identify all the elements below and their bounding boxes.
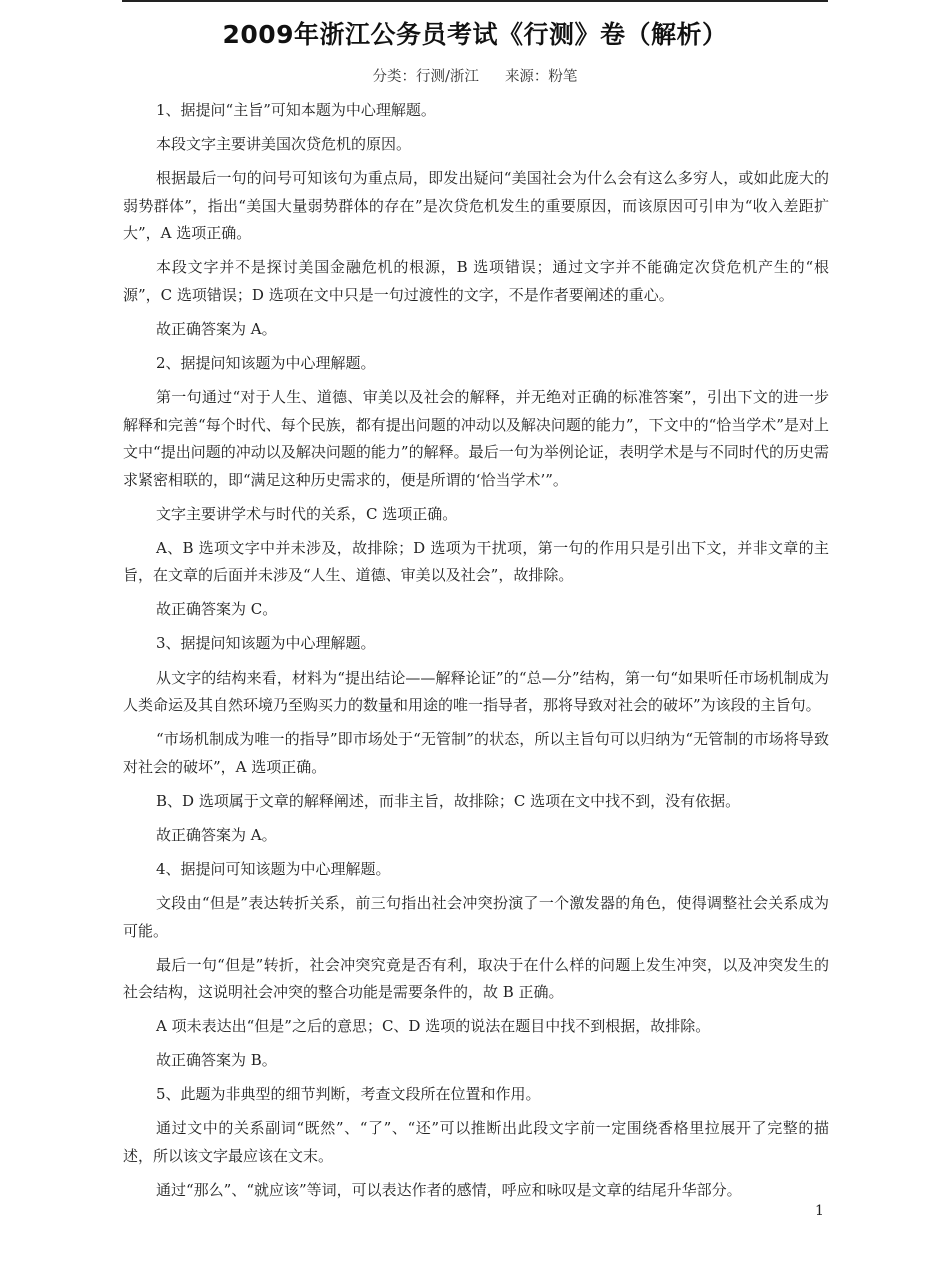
category-label: 分类：行测/浙江 — [372, 69, 479, 85]
paragraph: B、D 选项属于文章的解释阐述，而非主旨，故排除；C 选项在文中找不到，没有依据。 — [156, 791, 741, 810]
paragraph: 3、据提问知该题为中心理解题。 — [156, 634, 376, 653]
paragraph: “市场机制成为唯一的指导”即市场处于“无管制”的状态，所以主旨句可以归纳为“无管制的市场将导致对社会的破坏”，A 选项正确。 — [123, 730, 829, 776]
paragraph: 根据最后一句的问号可知该句为重点局，即发出疑问“美国社会为什么会有这么多穷人，或如此庞大的弱势群体”，指出“美国大量弱势群体的存在”是次贷危机发生的重要原因，而该原因可引申为“收入差距扩大”，A 选项正确。 — [123, 169, 829, 243]
paragraph: 4、据提问可知该题为中心理解题。 — [156, 859, 391, 878]
paragraph: 通过文中的关系副词“既然”、“了”、“还”可以推断出此段文字前一定围绕香格里拉展开了完整的描述，所以该文字最应该在文末。 — [123, 1119, 829, 1165]
paragraph: 从文字的结构来看，材料为“提出结论——解释论证”的“总—分”结构，第一句“如果听任市场机制成为人类命运及其自然环境乃至购买力的数量和用途的唯一指导者，那将导致对社会的破坏”为该段的主旨句。 — [123, 668, 829, 715]
document-meta — [122, 66, 828, 88]
paragraph: 2、据提问知该题为中心理解题。 — [156, 353, 376, 372]
paragraph: 本段文字并不是探讨美国金融危机的根源，B 选项错误；通过文字并不能确定次贷危机产生的“根源”，C 选项错误；D 选项在文中只是一句过渡性的文字，不是作者要阐述的重心。 — [123, 258, 829, 304]
paragraph: 故正确答案为 C。 — [156, 600, 278, 619]
paragraph: 1、据提问“主旨”可知本题为中心理解题。 — [156, 101, 436, 119]
paragraph: 故正确答案为 A。 — [156, 825, 277, 844]
paragraph: 第一句通过“对于人生、道德、审美以及社会的解释，并无绝对正确的标准答案”，引出下文的进一步解释和完善“每个时代、每个民族，都有提出问题的冲动以及解决问题的能力”，下文中的“恰当学术”是对上文中“提出问题的冲动以及解决问题的能力”的解释。最后一句为举例论证，表明学术是与不同时代的历史需求紧密相联的，即“满足这种历史需求的，便是所谓的‘恰当学术’”。 — [123, 388, 829, 489]
paragraph: 通过“那么”、“就应该”等词，可以表达作者的感情，呼应和咏叹是文章的结尾升华部分。 — [156, 1181, 742, 1200]
paragraph: 最后一句“但是”转折，社会冲突究竟是否有利，取决于在什么样的问题上发生冲突，以及冲突发生的社会结构，这说明社会冲突的整合功能是需要条件的，故 B 正确。 — [123, 955, 829, 1002]
paragraph: 本段文字主要讲美国次贷危机的原因。 — [156, 135, 412, 154]
page-title: 2009年浙江公务员考试《行测》卷（解析） — [222, 20, 728, 49]
top-rule — [122, 0, 828, 2]
paragraph: 故正确答案为 B。 — [156, 1051, 277, 1070]
paragraph: 5、此题为非典型的细节判断，考查文段所在位置和作用。 — [156, 1085, 541, 1104]
paragraph: 文字主要讲学术与时代的关系，C 选项正确。 — [156, 504, 458, 523]
document-body — [123, 97, 829, 1211]
paragraph: 文段由“但是”表达转折关系，前三句指出社会冲突扮演了一个激发器的角色，使得调整社会关系成为可能。 — [123, 894, 829, 940]
paragraph: A 项未表达出“但是”之后的意思；C、D 选项的说法在题目中找不到根据，故排除。 — [156, 1017, 711, 1036]
page-number: 1 — [815, 1203, 824, 1219]
paragraph: A、B 选项文字中并未涉及，故排除；D 选项为干扰项，第一句的作用只是引出下文，并非文章的主旨，在文章的后面并未涉及“人生、道德、审美以及社会”，故排除。 — [123, 538, 829, 585]
source-label: 来源：粉笔 — [504, 69, 578, 85]
paragraph: 故正确答案为 A。 — [156, 319, 277, 338]
